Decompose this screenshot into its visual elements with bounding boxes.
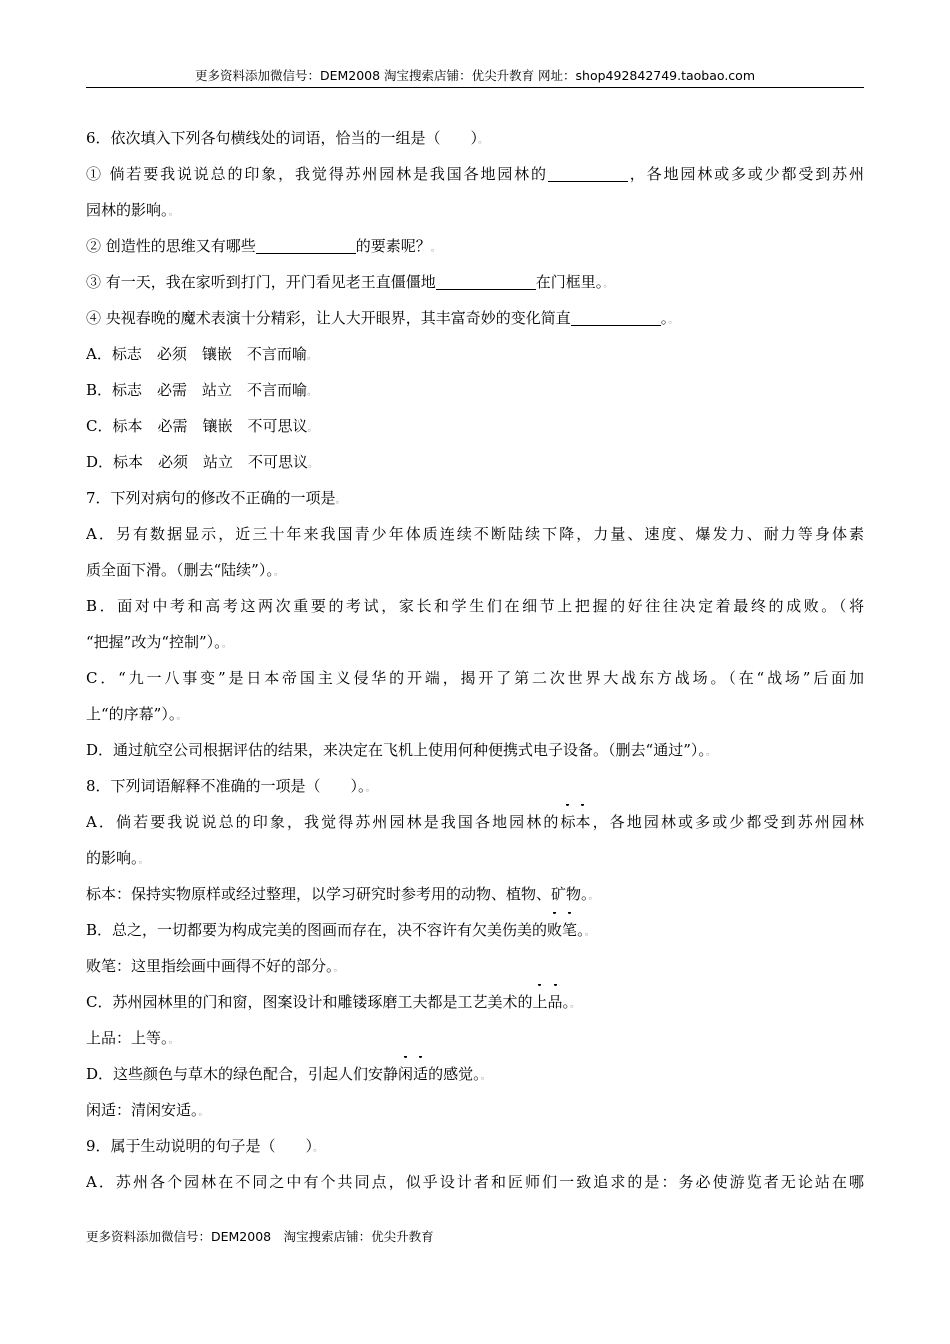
question-content (86, 120, 864, 1200)
q7-option-c: C．“九一八事变”是日本帝国主义侵华的开端，揭开了第二次世界大战东方战场。（在“战场”后面加 (86, 669, 864, 687)
q7-option-a: A．另有数据显示，近三十年来我国青少年体质连续不断陆续下降，力量、速度、爆发力、耐力等身体素 (86, 525, 864, 543)
q8-option-a-explanation: 标本：保持实物原样或经过整理，以学习研究时参考用的动物、植物、矿物。。 (86, 885, 599, 903)
q9-stem: 9．属于生动说明的句子是（ ）。 (86, 1137, 324, 1155)
q8-option-a-cont: 的影响。。 (86, 849, 149, 867)
q7-option-c-cont: 上“的序幕”）。。 (86, 705, 187, 723)
q6-option-b: B．标志 必需 站立 不言而喻。 (86, 381, 318, 399)
emphasized-char: 闲 (398, 1056, 413, 1092)
q8-option-d-explanation: 闲适：清闲安适。。 (86, 1101, 209, 1119)
q7-option-a-cont: 质全面下滑。（删去“陆续”）。。 (86, 561, 284, 579)
q7-option-d: D．通过航空公司根据评估的结果，来决定在飞机上使用何种便携式电子设备。（删去“通过”）。。 (86, 741, 716, 759)
page-header: 更多资料添加微信号：DEM2008 淘宝搜索店铺：优尖升教育 网址：shop492842749.taobao.com (194, 68, 756, 83)
q8-option-a: A．倘若要我说说总的印象，我觉得苏州园林是我国各地园林的标本，各地园林或多或少都受到苏州园林 (86, 804, 864, 840)
q8-option-c-explanation: 上品：上等。。 (86, 1029, 179, 1047)
emphasized-char: 败 (547, 912, 562, 948)
q6-option-d: D．标本 必须 站立 不可思议。 (86, 453, 319, 471)
q6-sentence-1: ① 倘若要我说说总的印象，我觉得苏州园林是我国各地园林的 ，各地园林或多或少都受到苏州 (86, 165, 864, 183)
emphasized-char: 上 (532, 984, 547, 1020)
q6-stem: 6．依次填入下列各句横线处的词语，恰当的一组是（ ）。 (86, 129, 489, 147)
emphasized-char: 本 (575, 804, 590, 840)
q7-stem: 7．下列对病句的修改不正确的一项是。 (86, 489, 346, 507)
emphasized-char: 标 (560, 804, 575, 840)
q7-option-b: B．面对中考和高考这两次重要的考试，家长和学生们在细节上把握的好往往决定着最终的成败。（将 (86, 597, 864, 615)
q6-sentence-1-cont: 园林的影响。。 (86, 201, 179, 219)
q7-option-b-cont: “把握”改为“控制”）。。 (86, 633, 232, 651)
page-footer: 更多资料添加微信号：DEM2008 淘宝搜索店铺：优尖升教育 (86, 1229, 434, 1244)
q8-stem: 8．下列词语解释不准确的一项是（ ）。。 (86, 777, 376, 795)
emphasized-char: 品 (548, 984, 563, 1020)
emphasized-char: 笔 (562, 912, 577, 948)
q8-option-c: C．苏州园林里的门和窗，图案设计和雕镂琢磨工夫都是工艺美术的上品。。 (86, 984, 864, 1020)
q6-option-a: A．标志 必须 镶嵌 不言而喻。 (86, 345, 317, 363)
q6-option-c: C．标本 必需 镶嵌 不可思议。 (86, 417, 318, 435)
answer-blank[interactable] (256, 235, 356, 254)
q8-option-b: B．总之，一切都要为构成完美的图画而存在，决不容许有欠美伤美的败笔。。 (86, 912, 864, 948)
q6-sentence-4: ④ 央视春晚的魔术表演十分精彩，让人大开眼界，其丰富奇妙的变化简直 。。 (86, 309, 679, 327)
q8-option-b-explanation: 败笔：这里指绘画中画得不好的部分。。 (86, 957, 344, 975)
q6-sentence-2: ② 创造性的思维又有哪些 的要素呢？。 (86, 237, 441, 255)
answer-blank[interactable] (571, 307, 661, 326)
emphasized-char: 适 (413, 1056, 428, 1092)
header-divider (86, 87, 864, 88)
q9-option-a: A．苏州各个园林在不同之中有个共同点，似乎设计者和匠师们一致追求的是：务必使游览者无论站在哪 (86, 1173, 864, 1191)
q6-sentence-3: ③ 有一天，我在家听到打门，开门看见老王直僵僵地 在门框里。。 (86, 273, 614, 291)
q8-option-d: D．这些颜色与草木的绿色配合，引起人们安静闲适的感觉。。 (86, 1056, 864, 1092)
answer-blank[interactable] (436, 271, 536, 290)
answer-blank[interactable] (548, 163, 628, 182)
